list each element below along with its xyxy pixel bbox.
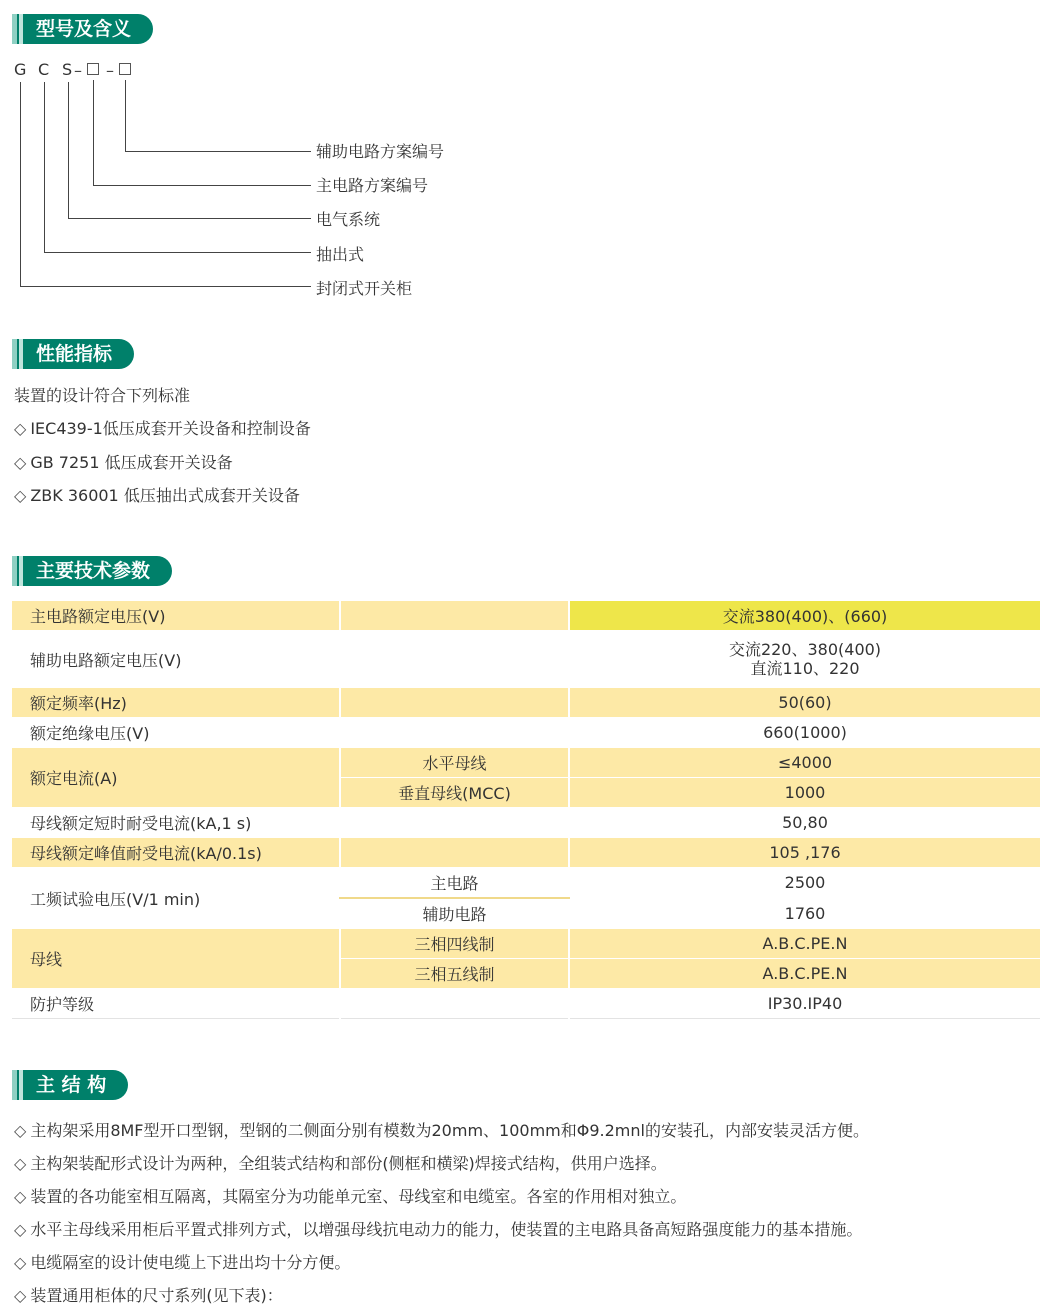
table-row [12, 748, 1040, 778]
leader-line [20, 286, 311, 287]
leader-line [20, 82, 21, 286]
diamond-bullet-icon: ◇ [14, 1220, 27, 1239]
param-value: 2500 [569, 868, 1040, 899]
param-sub [340, 601, 569, 631]
code-placeholder-box [87, 63, 99, 75]
leader-line [68, 82, 69, 218]
param-sub: 垂直母线(MCC) [340, 778, 569, 808]
meaning-withdrawable: 抽出式 [316, 245, 365, 264]
param-sub: 水平母线 [340, 748, 569, 778]
param-label: 母线 [12, 929, 340, 989]
code-separator: – [106, 61, 114, 80]
leader-line [125, 80, 126, 151]
structure-item: ◇ 装置的各功能室相互隔离，其隔室分为功能单元室、母线室和电缆室。各室的作用相对独立。 [14, 1187, 687, 1206]
performance-intro: 装置的设计符合下列标准 [14, 386, 191, 405]
leader-line [68, 218, 311, 219]
table-row [12, 868, 1040, 899]
table-row [12, 631, 1040, 688]
diamond-bullet-icon: ◇ [14, 419, 27, 438]
param-sub: 三相四线制 [340, 929, 569, 959]
param-value: 50(60) [569, 688, 1040, 718]
structure-item: ◇ 主构架装配形式设计为两种，全组装式结构和部份(侧框和横梁)焊接式结构，供用户选择。 [14, 1154, 667, 1173]
param-value: 1760 [569, 898, 1040, 929]
param-value: 交流220、380(400) 直流110、220 [569, 631, 1040, 688]
standard-item: ◇ GB 7251 低压成套开关设备 [14, 453, 233, 472]
param-sub: 辅助电路 [340, 898, 569, 929]
param-sub [340, 808, 569, 838]
table-row [12, 838, 1040, 868]
param-value: 50,80 [569, 808, 1040, 838]
leader-line [44, 252, 311, 253]
standard-item: ◇ IEC439-1低压成套开关设备和控制设备 [14, 419, 311, 438]
code-letter-s: S [62, 60, 73, 79]
param-label: 额定电流(A) [12, 748, 340, 808]
table-row [12, 929, 1040, 959]
param-label: 额定频率(Hz) [12, 688, 340, 718]
table-row [12, 989, 1040, 1019]
param-value: ≤4000 [569, 748, 1040, 778]
leader-line [125, 151, 311, 152]
param-sub [340, 688, 569, 718]
param-label: 工频试验电压(V/1 min) [12, 868, 340, 929]
param-sub [340, 718, 569, 748]
meaning-main-circuit: 主电路方案编号 [316, 176, 429, 195]
code-separator: – [74, 61, 82, 80]
leader-line [93, 185, 311, 186]
meaning-enclosed-switchgear: 封闭式开关柜 [316, 279, 413, 298]
technical-parameters-table [12, 601, 1040, 1019]
param-sub: 主电路 [340, 868, 569, 899]
table-row [12, 808, 1040, 838]
diamond-bullet-icon: ◇ [14, 486, 27, 505]
param-value: A.B.C.PE.N [569, 929, 1040, 959]
section-title-structure: 主 结 构 [12, 1070, 128, 1100]
section-title-model: 型号及含义 [12, 14, 153, 44]
structure-item: ◇ 水平主母线采用柜后平置式排列方式，以增强母线抗电动力的能力，使装置的主电路具备高短路强度能力的基本措施。 [14, 1220, 863, 1239]
diamond-bullet-icon: ◇ [14, 1121, 27, 1140]
structure-item: ◇ 装置通用柜体的尺寸系列(见下表)： [14, 1286, 283, 1305]
structure-item: ◇ 电缆隔室的设计使电缆上下进出均十分方便。 [14, 1253, 351, 1272]
param-label: 母线额定短时耐受电流(kA,1 s) [12, 808, 340, 838]
section-title-technical: 主要技术参数 [12, 556, 172, 586]
code-letter-c: C [38, 60, 50, 79]
param-label: 防护等级 [12, 989, 340, 1019]
param-label: 母线额定峰值耐受电流(kA/0.1s) [12, 838, 340, 868]
param-sub [340, 989, 569, 1019]
param-label: 额定绝缘电压(V) [12, 718, 340, 748]
meaning-electrical-system: 电气系统 [316, 210, 381, 229]
param-value: 105 ,176 [569, 838, 1040, 868]
param-sub [340, 838, 569, 868]
param-value: IP30.IP40 [569, 989, 1040, 1019]
leader-line [93, 80, 94, 185]
structure-item: ◇ 主构架采用8MF型开口型钢，型钢的二侧面分别有模数为20mm、100mm和Φ9.2mnl的安装孔，内部安装灵活方便。 [14, 1121, 869, 1140]
standard-item: ◇ ZBK 36001 低压抽出式成套开关设备 [14, 486, 300, 505]
diamond-bullet-icon: ◇ [14, 453, 27, 472]
diamond-bullet-icon: ◇ [14, 1253, 27, 1272]
param-sub [340, 631, 569, 688]
param-sub: 三相五线制 [340, 959, 569, 989]
code-letter-g: G [14, 60, 27, 79]
section-title-performance: 性能指标 [12, 339, 134, 369]
param-value: 1000 [569, 778, 1040, 808]
leader-line [44, 82, 45, 252]
param-value: A.B.C.PE.N [569, 959, 1040, 989]
diamond-bullet-icon: ◇ [14, 1187, 27, 1206]
table-row [12, 718, 1040, 748]
table-row [12, 688, 1040, 718]
param-label: 辅助电路额定电压(V) [12, 631, 340, 688]
meaning-aux-circuit: 辅助电路方案编号 [316, 142, 445, 161]
param-value: 660(1000) [569, 718, 1040, 748]
param-value: 交流380(400)、(660) [569, 601, 1040, 631]
param-label: 主电路额定电压(V) [12, 601, 340, 631]
code-placeholder-box [119, 63, 131, 75]
diamond-bullet-icon: ◇ [14, 1154, 27, 1173]
table-row [12, 601, 1040, 631]
diamond-bullet-icon: ◇ [14, 1286, 27, 1305]
